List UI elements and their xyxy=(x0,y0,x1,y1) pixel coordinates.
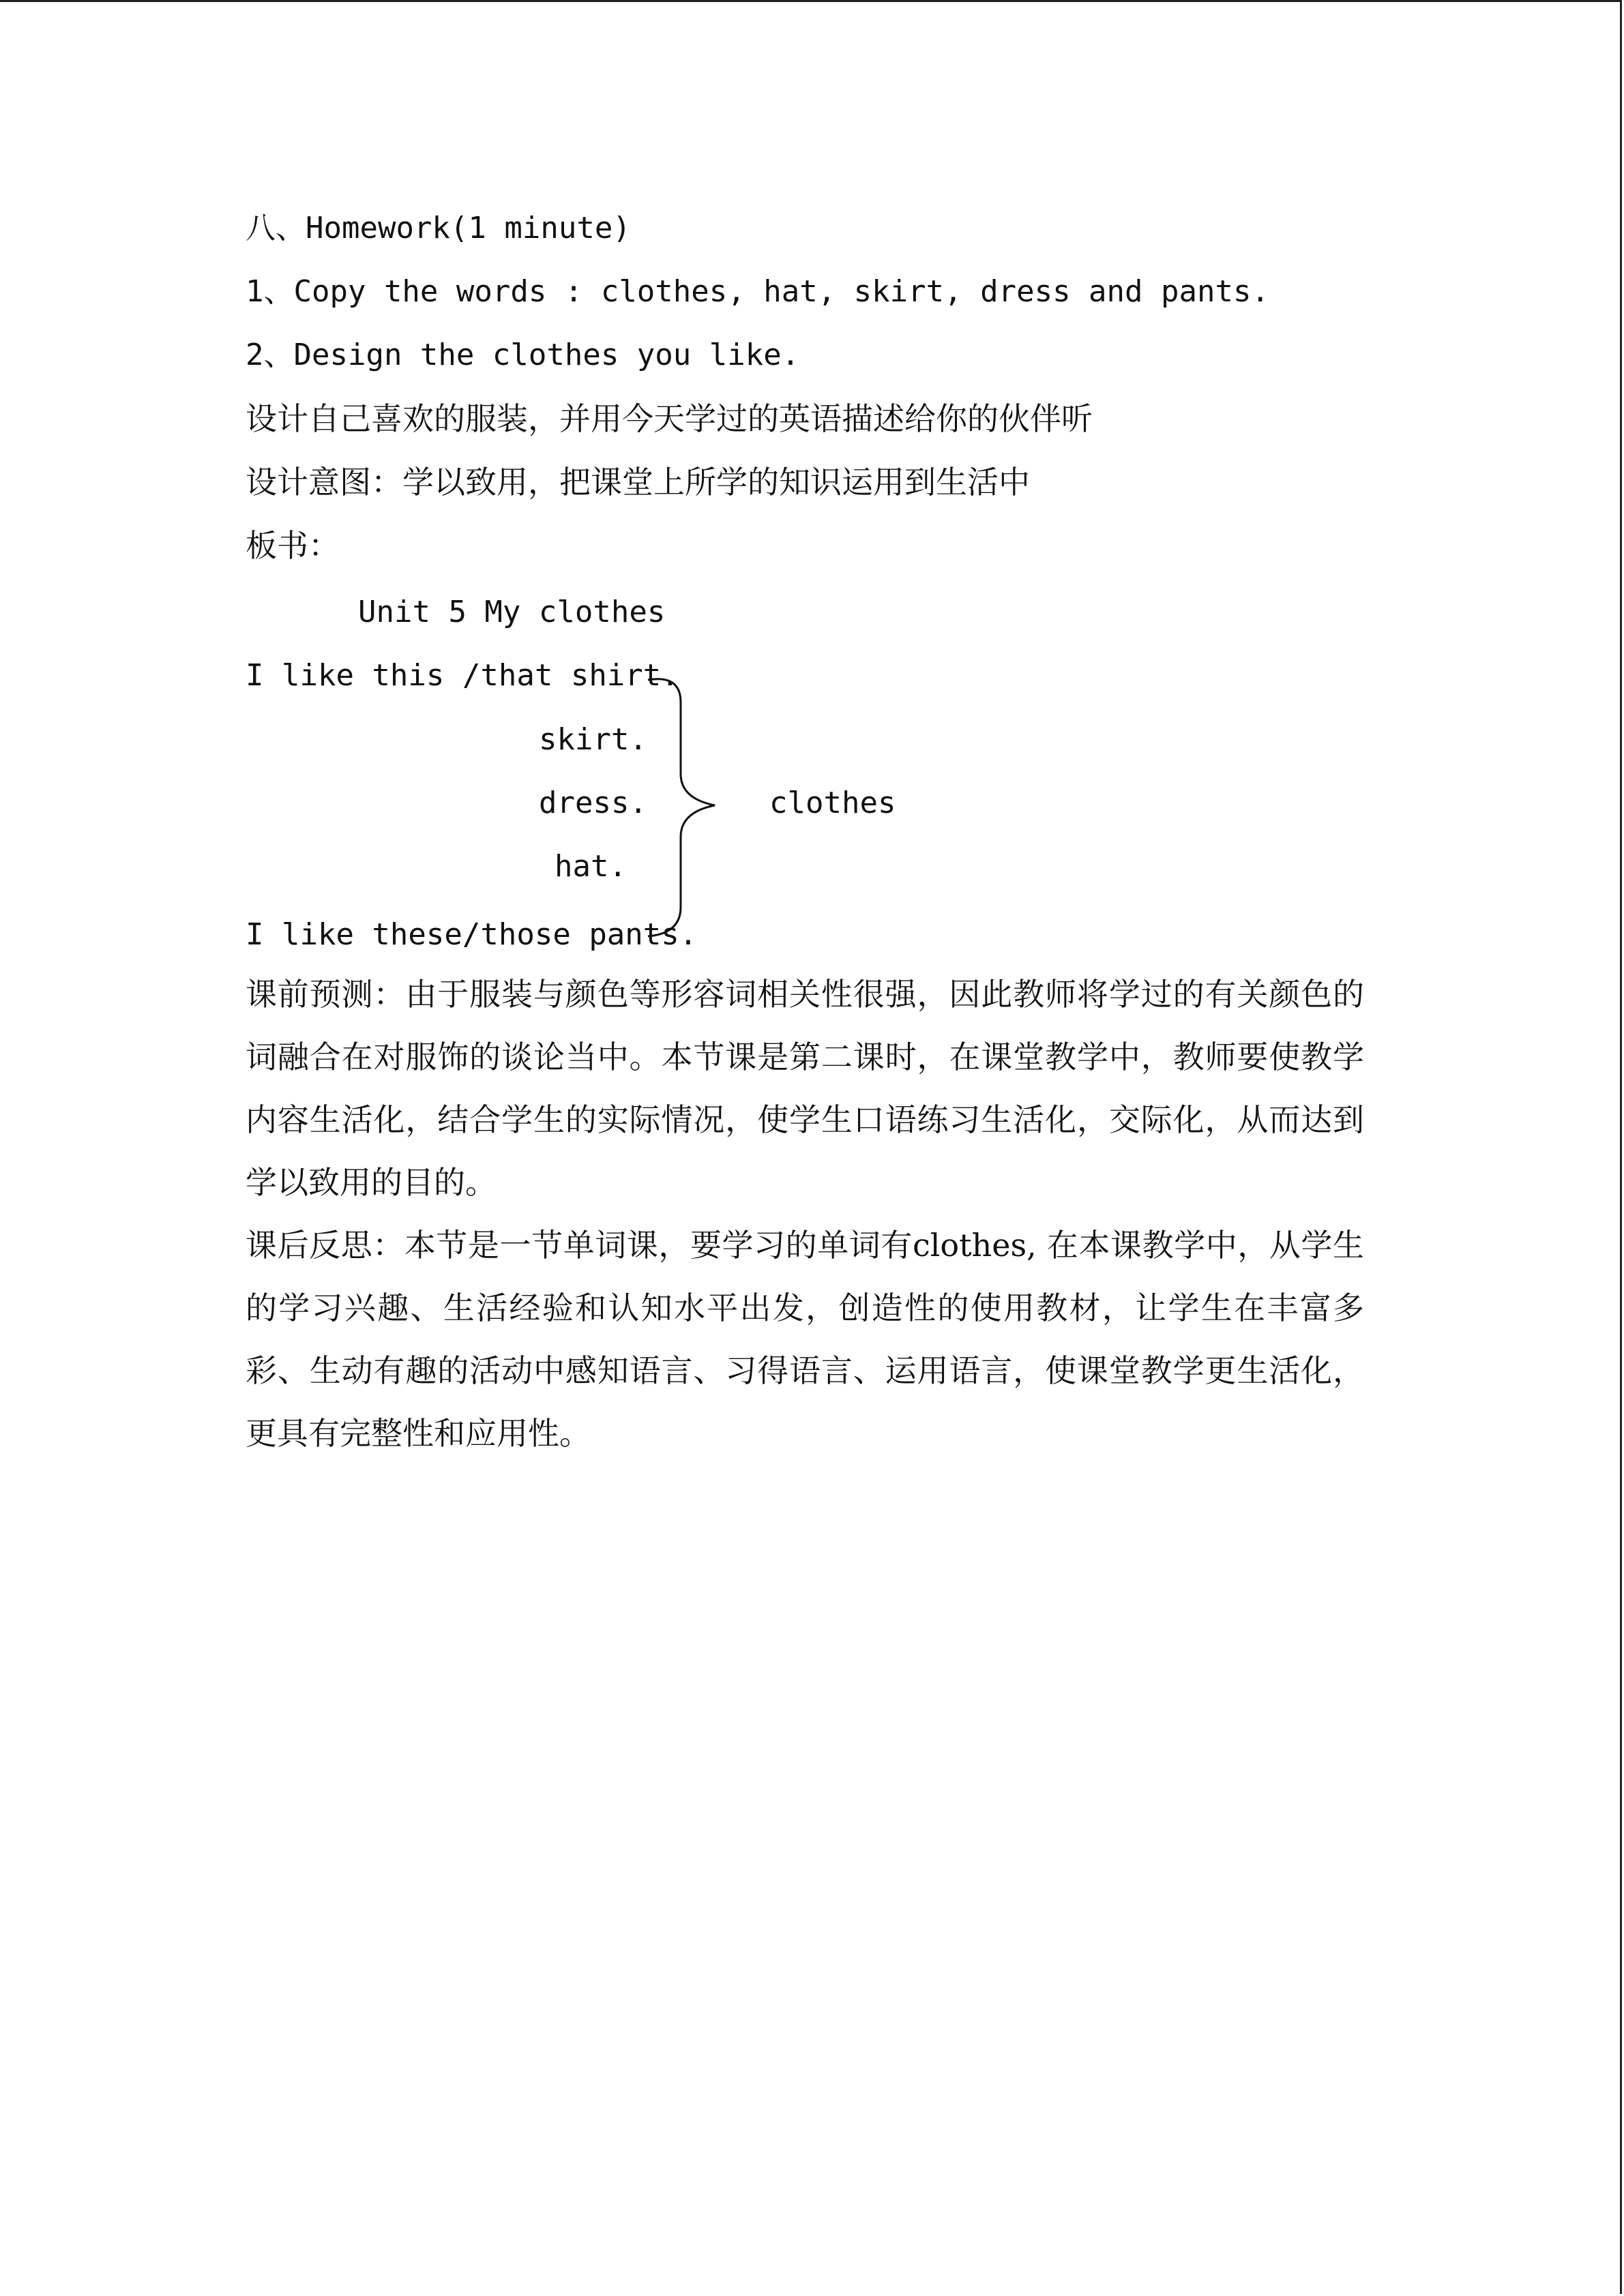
board-word-dress: dress. xyxy=(539,786,647,820)
homework-heading: 八、Homework(1 minute) xyxy=(246,211,631,245)
board-line-pants: I like these/those pants. xyxy=(246,917,698,952)
homework-item-1: 1、Copy the words : clothes, hat, skirt, dress and pants. xyxy=(246,274,1269,309)
board-label: 板书： xyxy=(246,527,340,564)
board-title: Unit 5 My clothes xyxy=(358,595,666,629)
board-word-skirt: skirt. xyxy=(539,722,647,757)
curly-brace-icon xyxy=(641,672,730,944)
post-class-reflection: 课后反思：本节是一节单词课，要学习的单词有clothes, 在本课教学中，从学生的学习兴趣、生活经验和认知水平出发，创造性的使用教材，让学生在丰富多彩、生动有趣的活动中感知语言、习得语言、运用语言，使课堂教学更生活化，更具有完整性和应用性。 xyxy=(246,1227,1364,1452)
pre-class-prediction: 课前预测：由于服装与颜色等形容词相关性很强，因此教师将学过的有关颜色的词融合在对服饰的谈论当中。本节课是第二课时，在课堂教学中，教师要使教学内容生活化，结合学生的实际情况，使学生口语练习生活化，交际化，从而达到学以致用的目的。 xyxy=(246,976,1364,1201)
homework-item-2: 2、Design the clothes you like. xyxy=(246,338,800,372)
board-group-label: clothes xyxy=(769,786,896,820)
design-intent: 设计意图：学以致用，把课堂上所学的知识运用到生活中 xyxy=(246,464,1030,501)
board-word-hat: hat. xyxy=(555,849,627,884)
homework-item-2-description: 设计自己喜欢的服装，并用今天学过的英语描述给你的伙伴听 xyxy=(246,400,1093,437)
board-line-shirt: I like this /that shirt. xyxy=(246,658,679,693)
